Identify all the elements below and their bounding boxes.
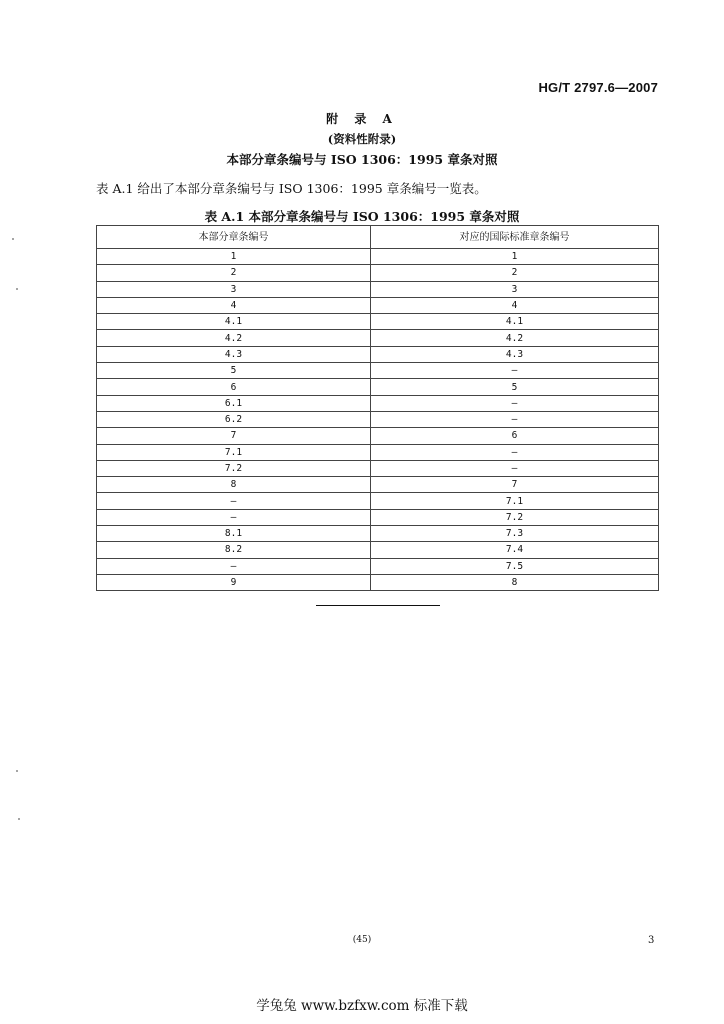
table-header-row <box>97 226 659 249</box>
table-row <box>97 574 659 590</box>
cell-international: 4.1 <box>371 314 659 330</box>
scan-speck <box>16 770 18 772</box>
cell-this-part: 8.1 <box>97 526 371 542</box>
table-row <box>97 493 659 509</box>
cell-international: — <box>371 460 659 476</box>
correspondence-table <box>96 225 659 591</box>
cell-international: — <box>371 444 659 460</box>
table-row <box>97 314 659 330</box>
watermark-text: 学兔兔 www.bzfxw.com 标准下载 <box>256 998 468 1014</box>
cell-international: 7.1 <box>371 493 659 509</box>
cell-this-part: 6.2 <box>97 411 371 427</box>
cell-international: 4.3 <box>371 346 659 362</box>
table-row <box>97 477 659 493</box>
cell-this-part: 2 <box>97 265 371 281</box>
cell-this-part: 5 <box>97 363 371 379</box>
cell-international: 8 <box>371 574 659 590</box>
cell-this-part: 7.1 <box>97 444 371 460</box>
cell-this-part: 6 <box>97 379 371 395</box>
scan-speck <box>18 818 20 820</box>
table-row <box>97 460 659 476</box>
table-row <box>97 444 659 460</box>
table-row <box>97 542 659 558</box>
table-row <box>97 265 659 281</box>
annex-subject: 本部分章条编号与 ISO 1306：1995 章条对照 <box>226 152 498 167</box>
table-row <box>97 428 659 444</box>
table-row <box>97 379 659 395</box>
cell-this-part: 1 <box>97 249 371 265</box>
cell-this-part: 4.2 <box>97 330 371 346</box>
table-row <box>97 249 659 265</box>
table-row <box>97 526 659 542</box>
cell-international: 1 <box>371 249 659 265</box>
header-international: 对应的国际标准章条编号 <box>371 226 659 249</box>
annex-title: 附 录 A <box>326 112 398 126</box>
table-row <box>97 558 659 574</box>
page-number-center: (45) <box>352 935 372 945</box>
table-body <box>97 249 659 591</box>
cell-international: 7.3 <box>371 526 659 542</box>
cell-international: — <box>371 363 659 379</box>
cell-international: 5 <box>371 379 659 395</box>
table-row <box>97 281 659 297</box>
document-code: HG/T 2797.6—2007 <box>538 80 658 95</box>
cell-this-part: 7 <box>97 428 371 444</box>
cell-this-part: 9 <box>97 574 371 590</box>
cell-international: 7.5 <box>371 558 659 574</box>
table-row <box>97 509 659 525</box>
cell-this-part: — <box>97 558 371 574</box>
cell-international: 2 <box>371 265 659 281</box>
cell-international: — <box>371 395 659 411</box>
cell-international: 4.2 <box>371 330 659 346</box>
cell-this-part: 8 <box>97 477 371 493</box>
table-row <box>97 330 659 346</box>
cell-this-part: — <box>97 509 371 525</box>
table-row <box>97 363 659 379</box>
header-this-part: 本部分章条编号 <box>97 226 371 249</box>
cell-international: 7.2 <box>371 509 659 525</box>
scan-speck <box>16 288 18 290</box>
annex-type: (资料性附录) <box>327 132 397 146</box>
cell-this-part: 3 <box>97 281 371 297</box>
scan-speck <box>12 238 14 240</box>
cell-international: 3 <box>371 281 659 297</box>
cell-this-part: 6.1 <box>97 395 371 411</box>
table-row <box>97 411 659 427</box>
cell-this-part: 7.2 <box>97 460 371 476</box>
cell-this-part: 8.2 <box>97 542 371 558</box>
table-row <box>97 395 659 411</box>
page-number-right: 3 <box>648 935 655 946</box>
intro-paragraph: 表 A.1 给出了本部分章条编号与 ISO 1306：1995 章条编号一览表。 <box>96 181 487 196</box>
cell-international: 4 <box>371 297 659 313</box>
cell-international: 6 <box>371 428 659 444</box>
cell-international: 7.4 <box>371 542 659 558</box>
cell-this-part: 4.3 <box>97 346 371 362</box>
end-rule <box>316 605 440 606</box>
cell-this-part: 4 <box>97 297 371 313</box>
cell-this-part: 4.1 <box>97 314 371 330</box>
table-caption: 表 A.1 本部分章条编号与 ISO 1306：1995 章条对照 <box>204 209 520 224</box>
cell-this-part: — <box>97 493 371 509</box>
cell-international: — <box>371 411 659 427</box>
table-row <box>97 346 659 362</box>
table-row <box>97 297 659 313</box>
cell-international: 7 <box>371 477 659 493</box>
